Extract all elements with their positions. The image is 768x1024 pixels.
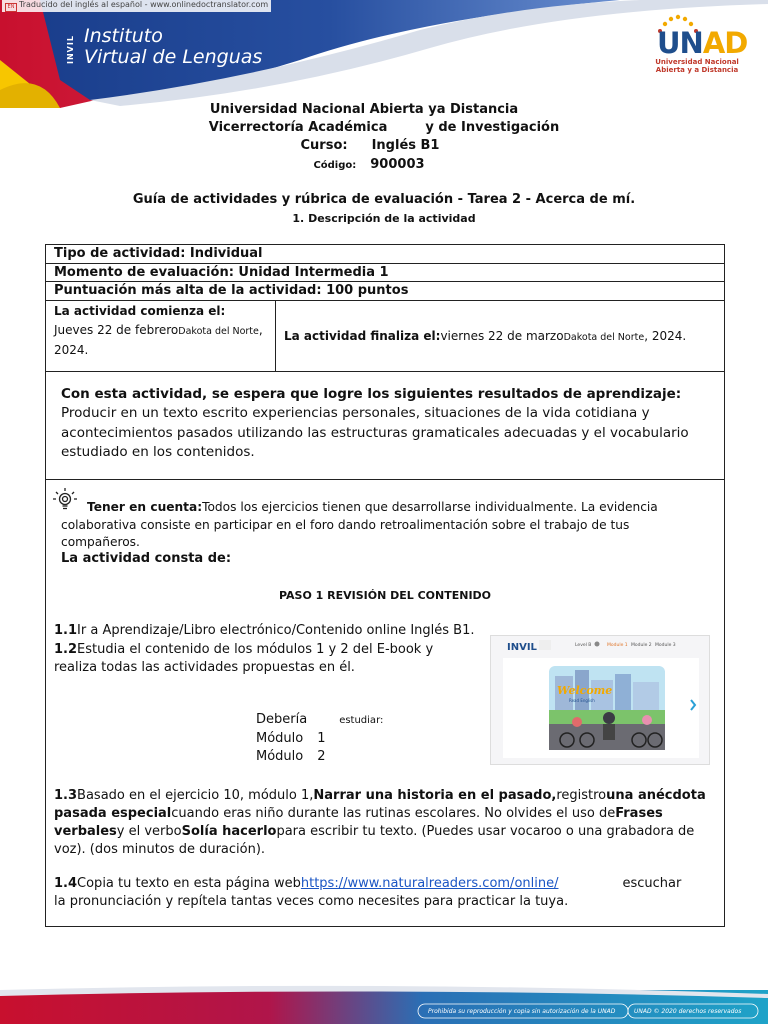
step-1-4-part-b: escuchar xyxy=(622,876,682,891)
institute-logo-text xyxy=(84,26,262,68)
study-line xyxy=(256,711,383,730)
university-title: Universidad Nacional Abierta ya Distancia xyxy=(209,102,519,117)
course-label: Curso: xyxy=(300,138,348,153)
logo-line-2: Virtual de Lenguas xyxy=(84,46,263,68)
translator-note-text: Traducido del inglés al español - www.onlinedoctranslator.com xyxy=(19,0,269,9)
logo-line-1: Instituto xyxy=(84,25,163,47)
ebook-welcome-sub: Read English xyxy=(569,698,595,703)
step-1-4-part-c: la pronunciación y repítela tantas veces como necesites para practicar la tuya. xyxy=(54,894,569,909)
vice-part-1: Vicerrectoría Académica xyxy=(208,120,388,135)
activity-consists-heading: La actividad consta de: xyxy=(61,551,232,566)
step-1-3-part-h: Solía hacerlo xyxy=(181,824,277,839)
step-1-2-number: 1.2 xyxy=(54,642,78,657)
footer-banner xyxy=(0,984,768,1024)
activity-description-heading: 1. Descripción de la actividad xyxy=(292,212,476,225)
unad-ad: AD xyxy=(702,26,748,60)
ebook-nav-level: Level B xyxy=(575,643,592,648)
step-1-3-part-d: una anécdota pasada especial xyxy=(54,788,706,821)
end-date-cell xyxy=(284,329,686,343)
translator-note xyxy=(2,0,271,12)
unad-subtitle-line-2: Abierta y a Distancia xyxy=(655,66,739,74)
vice-rectory-title xyxy=(0,120,768,135)
step-1-3-part-f: Frases verbales xyxy=(54,806,663,839)
ebook-brand: INVIL xyxy=(507,642,537,653)
step-1-4-part-a: Copia tu texto en esta página web xyxy=(77,876,301,891)
ebook-screenshot-image xyxy=(490,635,710,765)
step-1-4 xyxy=(54,875,718,911)
step-1-1-number: 1.1 xyxy=(54,623,78,638)
step-1-2 xyxy=(54,641,474,677)
note-body: Todos los ejercicios tienen que desarrollarse individualmente. La evidencia colaborativa consiste en participar en el foro dando retroalimentación sobre el trabajo de tus compañeros. xyxy=(61,500,658,549)
step-1-3-part-c: registro xyxy=(556,788,607,803)
translate-icon: EN xyxy=(5,3,17,12)
module-1-number: 1 xyxy=(317,731,326,746)
evaluation-moment-row: Momento de evaluación: Unidad Intermedia 1 xyxy=(46,264,724,282)
ebook-nav-home-icon xyxy=(595,642,600,647)
activity-steps-row xyxy=(46,480,724,926)
module-2-number: 2 xyxy=(317,749,326,764)
step-1-1-text: Ir a Aprendizaje/Libro electrónico/Contenido online Inglés B1. xyxy=(77,623,475,638)
code-value: 900003 xyxy=(370,157,425,172)
study-word: estudiar: xyxy=(339,715,384,726)
learning-outcomes-row xyxy=(46,372,724,480)
start-date-cell xyxy=(46,301,276,371)
step-1-3-part-b: Narrar una historia en el pasado, xyxy=(313,788,557,803)
study-should: Debería xyxy=(256,712,308,727)
max-points-row: Puntuación más alta de la actividad: 100 puntos xyxy=(46,282,724,301)
step-1-2-text: Estudia el contenido de los módulos 1 y 2 del E-book y realiza todas las actividades propuestas en él. xyxy=(54,642,434,675)
start-date-text: Jueves 22 de febrero xyxy=(54,323,179,337)
step-1-3 xyxy=(54,787,718,859)
guide-title: Guía de actividades y rúbrica de evaluación - Tarea 2 - Acerca de mí. xyxy=(132,192,636,207)
step-1-3-part-e: cuando eras niño durante las rutinas escolares. No olvides el uso de xyxy=(171,806,616,821)
ebook-nav-module-3: Module 3 xyxy=(655,643,676,648)
naturalreaders-link[interactable]: https://www.naturalreaders.com/online/ xyxy=(300,876,559,891)
start-date-label: La actividad comienza el: xyxy=(54,304,226,318)
ebook-nav-module-2: Module 2 xyxy=(631,643,652,648)
start-date-value xyxy=(54,321,267,360)
step-1-1 xyxy=(54,623,474,638)
end-date-text: viernes 22 de marzo xyxy=(440,329,564,343)
end-date-year: , 2024. xyxy=(644,329,687,343)
step1-title: PASO 1 REVISIÓN DEL CONTENIDO xyxy=(278,589,492,602)
module-2-line xyxy=(256,748,383,766)
ebook-nav-module-1: Module 1 xyxy=(607,643,628,648)
note-label: Tener en cuenta: xyxy=(87,500,203,514)
module-1-line xyxy=(256,730,383,748)
course-line xyxy=(0,138,768,153)
learning-outcomes-text xyxy=(61,385,701,462)
footer-prohibited-text: Prohibida su reproducción y copia sin autorización de la UNAD xyxy=(428,1008,616,1015)
step-1-3-number: 1.3 xyxy=(54,788,78,803)
unad-subtitle-line-1: Universidad Nacional xyxy=(655,58,739,66)
ebook-welcome: Welcome xyxy=(557,684,613,697)
vice-part-2: y de Investigación xyxy=(425,120,560,135)
unad-wordmark xyxy=(657,26,747,60)
step-1-3-part-i: para escribir tu texto. (Puedes usar vocaroo o una grabadora de voz). (dos minutos de duración). xyxy=(54,824,695,857)
step-1-3-part-a: Basado en el ejercicio 10, módulo 1, xyxy=(77,788,314,803)
course-name: Inglés B1 xyxy=(371,138,440,153)
dates-row xyxy=(46,301,724,372)
step-1-4-number: 1.4 xyxy=(54,876,78,891)
step-1-3-part-g: y el verbo xyxy=(116,824,182,839)
start-date-year: , 2024. xyxy=(54,323,263,357)
unad-u: UN xyxy=(657,26,703,60)
study-modules xyxy=(256,711,383,766)
unad-subtitle xyxy=(652,58,742,74)
activity-table xyxy=(45,244,725,927)
code-label: Código: xyxy=(313,160,357,171)
end-date-label: La actividad finaliza el: xyxy=(284,329,441,343)
outcomes-title: Con esta actividad, se espera que logre los siguientes resultados de aprendizaje: xyxy=(61,386,682,402)
end-date-small: Dakota del Norte xyxy=(563,332,645,343)
module-1-label: Módulo xyxy=(256,731,304,746)
activity-type-row: Tipo de actividad: Individual xyxy=(46,245,724,264)
invil-vertical-label: INVIL xyxy=(66,35,75,65)
outcomes-body: Producir en un texto escrito experiencias personales, situaciones de la vida cotidiana y acontecimientos pasados utilizando las estructuras gramaticales adecuadas y el vocabulario estudiado en los contenidos. xyxy=(61,405,689,460)
module-2-label: Módulo xyxy=(256,749,304,764)
start-date-small: Dakota del Norte xyxy=(178,326,259,337)
note-text xyxy=(61,499,701,552)
footer-rights-text: UNAD © 2020 derechos reservados xyxy=(634,1008,742,1015)
code-line xyxy=(0,157,768,172)
